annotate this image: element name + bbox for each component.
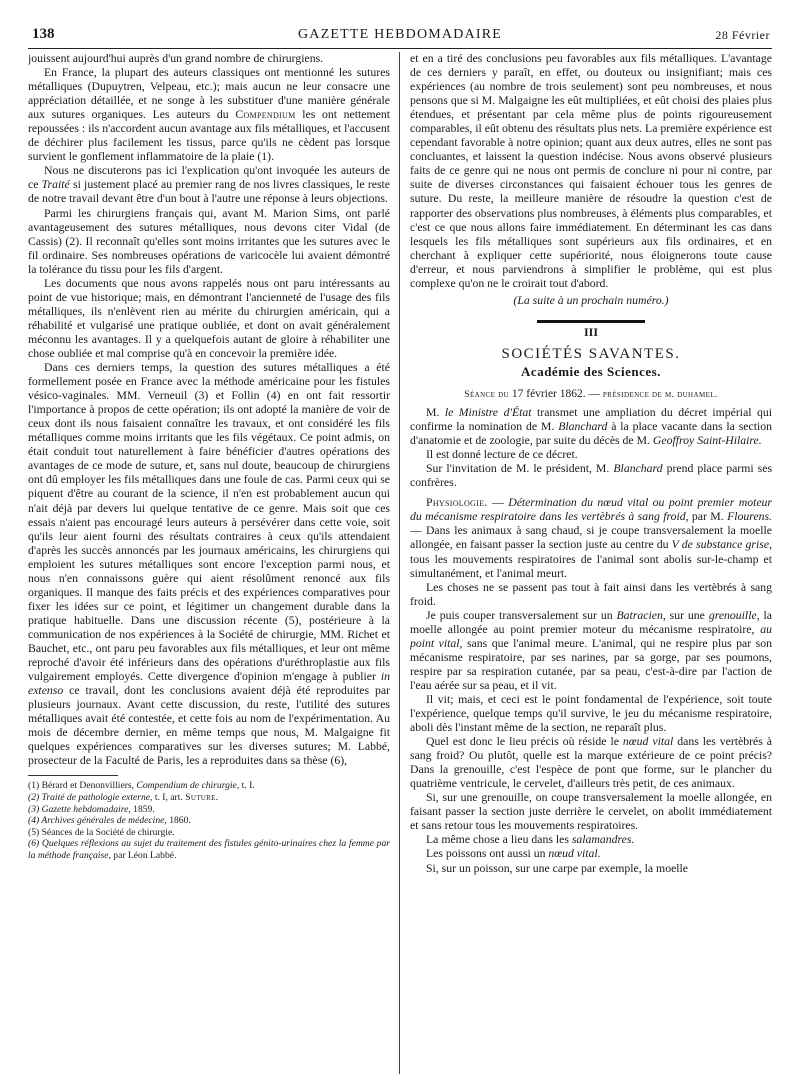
paragraph: Les documents que nous avons rappelés nous ont paru intéressants au point de vue historique; mais, en démontrant l'ancienneté de l'usage des fils métalliques, ils n'enlèvent rien au mérite du chirurgien américain, qui a réhabilité et vulgarisé une pratique oubliée, et dont on avait généralement méconnu les avantages. Il y a quelquefois autant de gloire à réhabiliter une chose oubliée et mal comprise qu'à en concevoir la première idée.: [28, 276, 390, 360]
article-columns: [28, 52, 772, 1074]
paragraph: Physiologie. — Détermination du nœud vital ou point premier moteur du mécanisme respiratoire dans les vertèbrés à sang froid, par M. Flourens. — Dans les animaux à sang chaud, si je coupe transversalement la moelle allongée, en faisant passer la section juste au centre du V de substance grise, tous les mouvements respiratoires de l'animal sont abolis sur-le-champ et simultanément, et l'animal meurt.: [410, 496, 772, 580]
session-line: Séance du 17 février 1862. — présidence de m. duhamel.: [464, 387, 718, 400]
footnote: (6) Quelques réflexions au sujet du traitement des fistules génito-urinaires chez la femme par la méthode française, par Léon Labbé.: [28, 838, 390, 861]
paragraph: Parmi les chirurgiens français qui, avant M. Marion Sims, ont parlé avantageusement des sutures métalliques, nous devons citer Vidal (de Cassis) (2). Il reconnaît qu'elles sont moins irritantes que les sutures avec le fil ordinaire. Ses nombreuses opérations de varicocèle lui avaient démontré la tolérance du tissu pour les fils d'argent.: [28, 206, 390, 276]
section-title: SOCIÉTÉS SAVANTES.: [501, 345, 681, 362]
paragraph: jouissent aujourd'hui auprès d'un grand nombre de chirurgiens.: [28, 52, 324, 65]
paragraph: Les choses ne se passent pas tout à fait ainsi dans les vertèbrés à sang froid.: [410, 580, 772, 608]
paragraph: Si, sur un poisson, sur une carpe par exemple, la moelle: [426, 861, 689, 875]
journal-title: GAZETTE HEBDOMADAIRE: [297, 27, 503, 42]
paragraph: Il vit; mais, et ceci est le point fondamental de l'expérience, soit toute l'expérience, quelque temps qu'il survive, le jeu du mécanisme respiratoire, aboli dès l'instant même de la section, ne reparaît plus.: [410, 692, 772, 735]
footnotes: [28, 780, 390, 861]
footnote: (4) Archives générales de médecine, 1860.: [28, 815, 191, 827]
footnote: (2) Traité de pathologie externe, t. I, art. Suture.: [28, 791, 219, 803]
left-column: [28, 52, 390, 1074]
section-number: III: [583, 324, 598, 339]
paragraph: Dans ces derniers temps, la question des sutures métalliques a été formellement posée en France avec la méthode américaine pour les fistules vésico-vaginales. MM. Verneuil (3) et Follin (4) en ont fait ressortir l'importance à propos de cette opération; ils ont adopté la manière de voir de ceux dont ils nous faisaient connaître les travaux, et ont considéré les fils métalliques comme moins irritants que les fils végétaux. Ce point admis, on était conduit tout naturellement à faire bénéficier d'autres opérations des avantages de ce mode de suture, et, sans nul doute, beaucoup de chirurgiens ont dû employer les fils métalliques dans une foule de cas. Parmi ceux qui se piquent d'être au courant de la science, il n'en est probablement aucun qui n'ait déjà par devers lui quelque tentative de ce genre. Mais soit que ces essais n'aient pas encouragé leurs auteurs à persévérer dans cette voie, soit qu'ils leur aient fourni des résultats contraires à ceux qu'ils attendaient d'après les succès annoncés par les journaux américains, les chirurgiens qui emploient les sutures métalliques sont encore l'exception parmi nous, et nous n'en connaissons guère qui aient résolûment renoncé aux fils organiques. Il manque des faits précis et des expériences comparatives pour fixer les idées sur ce point, et légitimer un changement durable dans la pratique habituelle. Dans une discussion récente (5), postérieure à la communication de nos expériences à la Société de chirurgie, MM. Richet et Bauchet, etc., ont paru peu favorables aux fils métalliques, et leur ont même reproché d'avoir été inférieurs dans des opérations d'uréthroplastie aux fils vulgairement employés. Cette divergence d'opinion m'engage à publier in extenso ce travail, dont les conclusions avaient déjà été reproduites par plusieurs journaux. Avant cette discussion, du reste, l'utilité des sutures métalliques avait été contestée, et cette fois au nom de l'expérimentation. Au mois de décembre dernier, en même temps que nous, M. Malgaigne fit quelques expériences comparatives sur les diverses sutures; M. Labbé, prosecteur de la Faculté de Paris, les a reproduites dans sa thèse (6),: [28, 361, 390, 768]
page-number: 138: [32, 26, 55, 42]
footnote: (5) Séances de la Société de chirurgie.: [28, 826, 175, 838]
academy-heading: Académie des Sciences.: [521, 363, 661, 379]
footnote: (3) Gazette hebdomadaire, 1859.: [28, 803, 155, 815]
paragraph: et en a tiré des conclusions peu favorables aux fils métalliques. L'avantage de ces derniers y paraît, en effet, ou douteux ou insignifiant; mais ces expériences (au nombre de trois seulement) sont peu nombreuses, et nous pensons que si M. Malgaigne les eût multipliées, et eût choisi des plaies plus étendues, et présentant par cela même plus de points rigoureusement comparables, il eût obtenu des résultats plus nets. La première expérience est cependant favorable à notre opinion; quant aux deux autres, elles ne sont pas concluantes, et laissent la question indécise. Nous avons observé plusieurs faits de ce genre qui ne nous ont permis de conclure ni pour ni contre, par suite de diverses circonstances qui faisaient échouer tous les genres de suture. Du reste, la meilleure manière de résoudre la question c'est de rapporter des observations plus nombreuses, à éléments plus comparables, et c'est ce que nous allons faire immédiatement. En déterminant les cas dans lesquels les fils métalliques sont supérieurs aux fils ordinaires, et en cherchant à expliquer cette supériorité, nous éloignerons toute cause d'erreur, et nous parviendrons à simplifier le problème, qui est plus complexe qu'on ne le croirait tout d'abord.: [410, 52, 772, 290]
footnote: (1) Bérard et Denonvilliers, Compendium de chirurgie, t. I.: [28, 780, 255, 792]
paragraph: M. le Ministre d'État transmet une ampliation du décret impérial qui confirme la nomination de M. Blanchard à la place vacante dans la section d'anatomie et de zoologie, par suite du décès de M. Geoffroy Saint-Hilaire.: [410, 406, 772, 448]
paragraph: Les poissons ont aussi un nœud vital.: [426, 847, 601, 861]
paragraph: En France, la plupart des auteurs classiques ont mentionné les sutures métalliques (Dupuytren, Velpeau, etc.); mais aucun ne leur consacre une appréciation détaillée, et ne songe à les substituer d'une manière générale aux sutures organiques. Les auteurs du Compendium les ont nettement repoussées : ils n'accordent aucun avantage aux fils métalliques, et l'accusent de déchirer plus facilement les tissus, parce qu'ils ne cèdent pas lorsque survient le gonflement inflammatoire de la plaie (1).: [28, 66, 390, 164]
page-header: [28, 22, 772, 49]
paragraph: Je puis couper transversalement sur un Batracien, sur une grenouille, la moelle allongée au point premier moteur du mécanisme respiratoire, au point vital, sans que l'animal meure. L'animal, qui ne respire plus par son mécanisme respiratoire, par ses narines, par sa gorge, par ses poumons, respire par sa respiration cutanée, par sa peau, c'est-à-dire par l'action de l'eau aérée sur sa peau, et il vit.: [410, 608, 772, 692]
paragraph: La même chose a lieu dans les salamandres.: [426, 833, 635, 847]
footnote-rule: [28, 775, 118, 776]
paragraph: Si, sur une grenouille, on coupe transversalement la moelle allongée, en faisant passer la section juste derrière le cervelet, on abolit immédiatement et sans retour tous les mouvements respiratoires.: [410, 791, 772, 833]
paragraph: Sur l'invitation de M. le président, M. Blanchard prend place parmi ses confrères.: [410, 462, 772, 490]
paragraph: Il est donné lecture de ce décret.: [426, 448, 578, 462]
paragraph: Quel est donc le lieu précis où réside le nœud vital dans les vertèbrés à sang froid? Ou plutôt, quelle est la marque extérieure de ce point précis? Dans la grenouille, c'est l'espèce de pont que forme, sur le plancher du quatrième ventricule, le cervelet, d'ailleurs très petit, de ces animaux.: [410, 735, 772, 791]
newspaper-page: [28, 22, 772, 1077]
paragraph: Nous ne discuterons pas ici l'explication qu'ont invoquée les auteurs de ce Traité si justement placé au premier rang de nos livres classiques, le reste de notre travail devant être d'un bout à l'autre une réponse à leurs objections.: [28, 164, 390, 206]
section-rule: [537, 320, 645, 323]
continued-note: (La suite à un prochain numéro.): [513, 293, 669, 307]
issue-date: 28 Février: [715, 28, 770, 42]
right-column: [410, 52, 772, 1074]
column-rule: [399, 52, 400, 1074]
